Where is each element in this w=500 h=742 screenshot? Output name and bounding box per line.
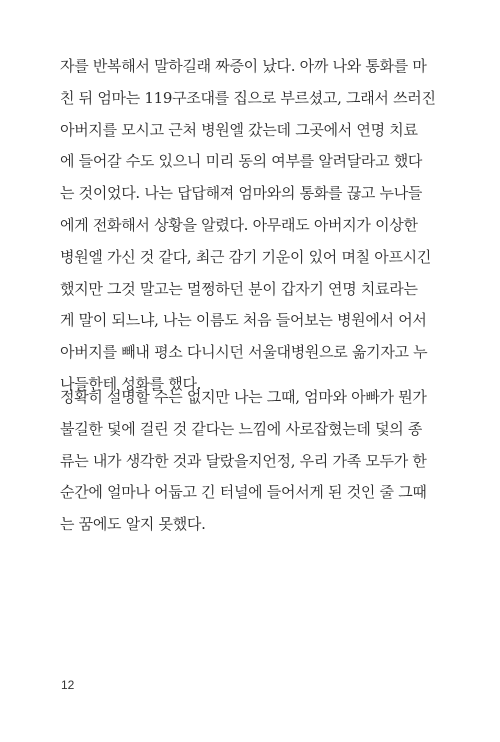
text-line: 나들한테 성화를 했다. bbox=[60, 374, 202, 393]
text-line: 정확히 설명할 수는 없지만 나는 그때, 엄마와 아빠가 뭔가 bbox=[60, 388, 427, 406]
text-line: 자를 반복해서 말하길래 짜증이 났다. 아까 나와 통화를 마 bbox=[60, 57, 427, 75]
text-line: 했지만 그것 말고는 멀쩡하던 분이 갑자기 연명 치료라는 bbox=[60, 279, 418, 298]
paragraph bbox=[60, 382, 440, 541]
text-line: 는 꿈에도 알지 못했다. bbox=[60, 515, 206, 534]
paragraph bbox=[60, 51, 440, 401]
text-line: 병원엘 가신 것 같다, 최근 감기 기운이 있어 며칠 아프시긴 bbox=[60, 247, 432, 266]
text-line: 아버지를 모시고 근처 병원엘 갔는데 그곳에서 연명 치료 bbox=[60, 120, 418, 139]
text-line: 에게 전화해서 상황을 알렸다. 아무래도 아버지가 이상한 bbox=[60, 215, 418, 234]
text-line: 는 것이었다. 나는 답답해져 엄마와의 통화를 끊고 누나들 bbox=[60, 184, 423, 203]
text-line: 류는 내가 생각한 것과 달랐을지언정, 우리 가족 모두가 한 bbox=[60, 451, 427, 470]
text-line: 아버지를 빼내 평소 다니시던 서울대병원으로 옮기자고 누 bbox=[60, 343, 428, 362]
text-line: 친 뒤 엄마는 119구조대를 집으로 부르셨고, 그래서 쓰러진 bbox=[60, 88, 436, 107]
text-line: 불길한 덫에 걸린 것 같다는 느낌에 사로잡혔는데 덫의 종 bbox=[60, 419, 423, 438]
text-line: 게 말이 되느냐, 나는 이름도 처음 들어보는 병원에서 어서 bbox=[60, 311, 427, 330]
page-number: 12 bbox=[61, 678, 75, 692]
text-line: 에 들어갈 수도 있으니 미리 동의 여부를 알려달라고 했다 bbox=[60, 152, 423, 171]
text-line: 순간에 얼마나 어둡고 긴 터널에 들어서게 된 것인 줄 그때 bbox=[60, 483, 427, 502]
